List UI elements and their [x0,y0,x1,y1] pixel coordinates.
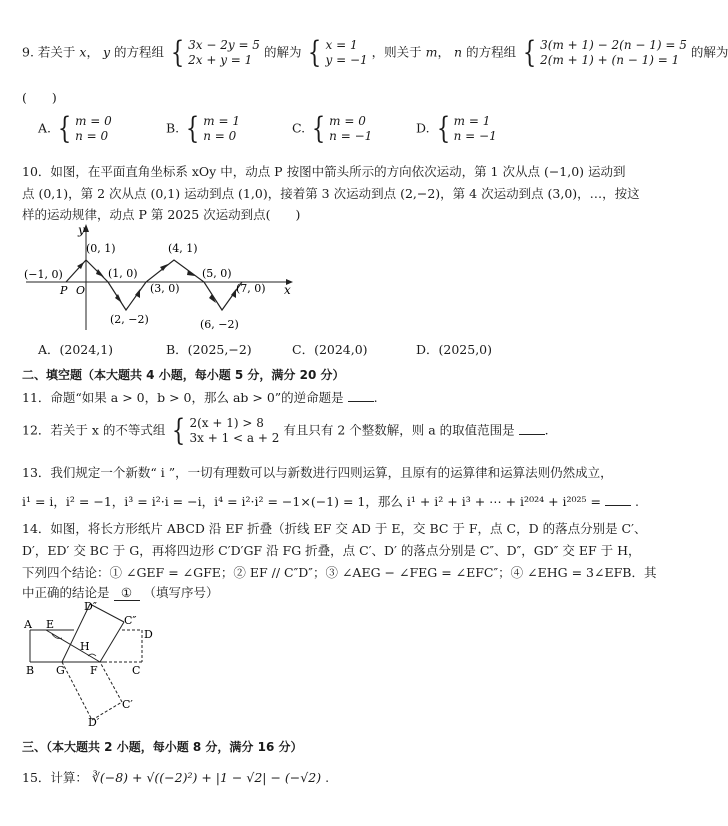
q9-solution-1: { x = 1 y = −1 [308,35,368,70]
q14-line-3: 下列四个结论：① ∠GEF = ∠GFE；② EF // C″D″；③ ∠AEG − ∠FEG = ∠EFC″；④ ∠EHG = 3∠EFB．其 [22,565,657,580]
fold-line-EF [46,630,100,662]
label-point-4-1: (4, 1) [168,242,198,255]
q14-line-2: D′，ED′ 交 BC 于 G，再将四边形 C′D′GF 沿 FG 折叠，点 C′、D′ 的落点分别是 C″、D″，GD″ 交 EF 于 H， [22,543,641,558]
q10-line-2: 点 (0,1)，第 2 次从点 (0,1) 运动到点 (1,0)，接着第 3 次运动到点 (2,−2)，第 4 次运动到点 (3,0)，…，按这 [22,186,640,201]
q9-sep2: ， [437,44,451,60]
label-y: y [78,223,85,237]
q9-answer-paren: ( ) [22,90,57,105]
label-p: P [60,284,68,297]
q9-option-a[interactable]: A. { m = 0 n = 0 [38,111,112,146]
q12-post: 有且只有 2 个整数解，则 a 的取值范围是 [283,422,515,438]
q9-option-c-row1: m = 0 [329,114,366,128]
q11-answer-blank[interactable] [348,390,374,402]
q9-text-c: 的解为 [263,44,302,60]
q9-option-b-label: B. [166,120,180,136]
q9-option-a-row2: n = 0 [75,129,109,143]
q9-sep: ， [86,44,99,60]
section-2-heading: 二、填空题（本大题共 4 小题，每小题 5 分，满分 20 分） [22,368,345,382]
q9-system-2: { 3(m + 1) − 2(n − 1) = 5 2(m + 1) + (n − 1) = 1 [522,35,687,70]
q13-line-2: i¹ = i，i² = −1，i³ = i²·i = −i，i⁴ = i²·i² = −1×(−1) = 1，那么 i¹ + i² + i³ + ⋯ + i²⁰²⁴ + i²⁰²⁵ = [22,494,602,509]
q9-var-n: n [454,44,463,60]
q13-answer-blank[interactable] [605,494,631,506]
label-A: A [24,618,32,631]
q14-line-1: 14．如图，将长方形纸片 ABCD 沿 EF 折叠（折线 EF 交 AD 于 E，交 BC 于 F，点 C，D 的落点分别是 C′、 [22,521,647,536]
q9-option-d-label: D. [416,120,430,136]
label-point-0-1: (0, 1) [86,242,116,255]
q12-sys-row2: 3x + 1 < a + 2 [189,431,280,445]
q9-var-y: y [102,44,111,60]
q13-line-1: 13．我们规定一个新数“ i ”，一切有理数可以与新数进行四则运算，且原有的运算律和运算法则仍然成立， [22,465,613,480]
label-G: G [56,664,65,677]
label-origin: O [76,284,86,297]
q10-option-d[interactable]: D．(2025,0) [416,342,493,357]
q9-text-a: 若关于 [37,44,76,60]
edge-GD1-dashed [62,662,92,720]
path-arrow-6 [187,270,195,276]
label-D-double-prime: D″ [84,600,97,613]
q9-sys1-row1: 3x − 2y = 5 [188,38,260,52]
q14-answer-field[interactable]: ① [114,585,140,601]
q13-line-2-wrap [22,492,639,510]
q9-option-b-row1: m = 1 [203,114,240,128]
section-3-heading: 三、（本大题共 2 小题，每小题 8 分，满分 16 分） [22,740,303,754]
label-x: x [284,283,291,297]
q9-text-d: ，则关于 [371,44,422,60]
q10-line-1: 10．如图，在平面直角坐标系 xOy 中，动点 P 按图中箭头所示的方向依次运动，第 1 次从点 (−1,0) 运动到 [22,164,626,179]
q9-text-e: 的方程组 [466,44,517,60]
q12 [22,413,549,448]
label-point-7-0: (7, 0) [236,282,266,295]
q12-system: { 2(x + 1) > 8 3x + 1 < a + 2 [172,413,280,448]
q9-option-a-row1: m = 0 [75,114,112,128]
edge-C2F [100,622,124,662]
label-H: H [80,640,90,653]
q9-system-1: { 3x − 2y = 5 2x + y = 1 [170,35,260,70]
q9-number: 9. [22,44,34,60]
q12-answer-blank[interactable] [519,423,545,435]
q9-option-a-label: A. [38,120,52,136]
label-D: D [144,628,153,641]
path-arrow-2 [96,269,104,277]
q14-folding-figure [22,596,172,728]
q10-motion-graph [22,222,322,334]
q9-sol1-row2: y = −1 [325,53,368,67]
q11-end: . [373,390,378,405]
q9-option-c-row2: n = −1 [329,129,373,143]
q10-line-3: 样的运动规律，动点 P 第 2025 次运动到点( ) [22,207,301,222]
q14-hint: （填写序号） [143,585,219,600]
q10-option-b[interactable]: B．(2025,−2) [166,342,252,357]
q9-text-b: 的方程组 [114,44,165,60]
q9-option-c-label: C. [292,120,306,136]
q10-option-c[interactable]: C．(2024,0) [292,342,368,357]
q13-end: . [634,494,639,509]
q11 [22,388,378,406]
label-D-prime: D′ [88,716,100,729]
q10-option-a[interactable]: A．(2024,1) [38,342,114,357]
q9-option-d[interactable]: D. { m = 1 n = −1 [416,111,497,146]
q11-text: 11．命题“如果 a > 0，b > 0，那么 ab > 0”的逆命题是 [22,390,344,405]
q15-end: . [325,770,330,785]
label-E: E [46,618,55,631]
q9-sys1-row2: 2x + y = 1 [188,53,253,67]
label-F: F [90,664,98,677]
q9-option-d-row2: n = −1 [453,129,497,143]
label-point-1-0: (1, 0) [108,267,138,280]
q9-sys2-row1: 3(m + 1) − 2(n − 1) = 5 [540,38,687,52]
q9-option-c[interactable]: C. { m = 0 n = −1 [292,111,373,146]
q15 [22,768,329,786]
q14-line-4: 中正确的结论是 [22,585,110,600]
label-C-prime: C′ [122,698,133,711]
q9-var-m: m [425,44,438,60]
label-point-3-0: (3, 0) [150,282,180,295]
q15-expression: ∛(−8) + √((−2)²) + |1 − √2| − (−√2) [91,770,322,785]
q9-option-b[interactable]: B. { m = 1 n = 0 [166,111,240,146]
q9-var-x: x [79,44,87,60]
q9-sys2-row2: 2(m + 1) + (n − 1) = 1 [540,53,680,67]
label-B: B [26,664,35,677]
label-point-m1-0: (−1, 0) [24,268,63,281]
q9-stem [22,35,728,70]
q12-end: . [544,422,549,438]
label-C: C [132,664,141,677]
label-point-6-m2: (6, −2) [200,318,239,331]
q15-pre: 15．计算： [22,770,88,785]
q9-option-d-row1: m = 1 [453,114,491,128]
label-C-double-prime: C″ [124,614,137,627]
q9-option-b-row2: n = 0 [203,129,237,143]
q9-text-f: 的解为 [690,44,728,60]
label-point-5-0: (5, 0) [202,267,232,280]
q12-pre: 12．若关于 x 的不等式组 [22,422,166,438]
edge-C1F-dashed [100,662,122,702]
q9-sol1-row1: x = 1 [325,38,358,52]
label-point-2-m2: (2, −2) [110,313,149,326]
q12-sys-row1: 2(x + 1) > 8 [189,416,264,430]
